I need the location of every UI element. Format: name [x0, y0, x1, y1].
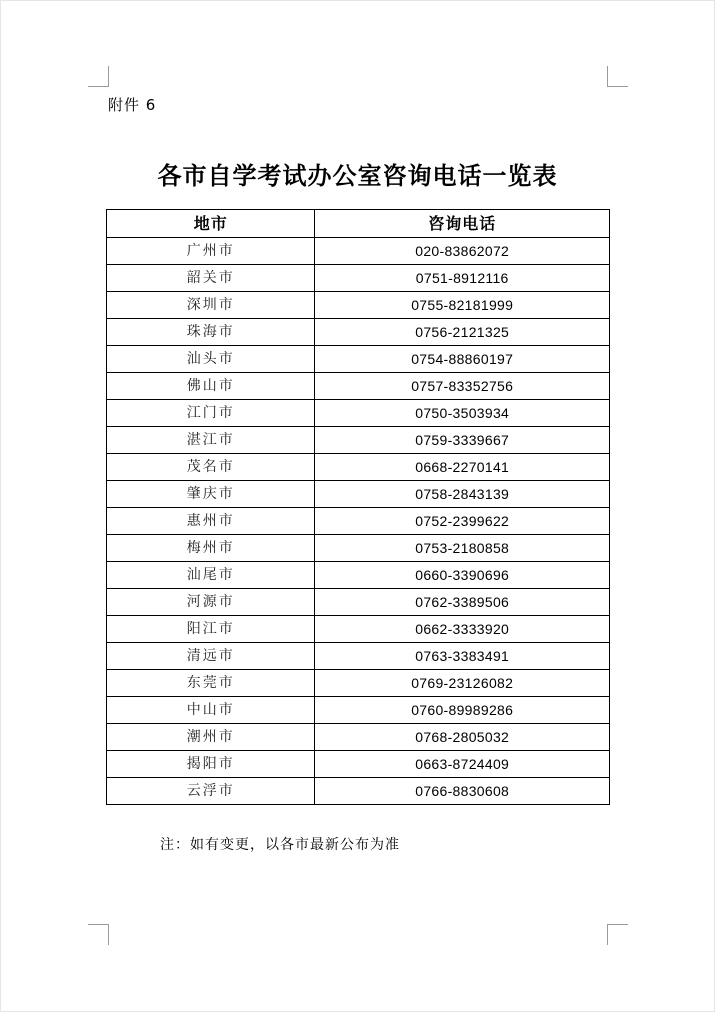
city-cell: 肇庆市 [107, 481, 315, 508]
table-header-row [107, 210, 610, 238]
header-city: 地市 [107, 210, 315, 238]
phone-cell: 0754-88860197 [315, 346, 610, 373]
table-row [107, 643, 610, 670]
table-row [107, 427, 610, 454]
header-phone: 咨询电话 [315, 210, 610, 238]
phone-cell: 0753-2180858 [315, 535, 610, 562]
city-cell: 汕头市 [107, 346, 315, 373]
table-body [107, 238, 610, 805]
table-row [107, 697, 610, 724]
phone-cell: 0750-3503934 [315, 400, 610, 427]
city-cell: 深圳市 [107, 292, 315, 319]
city-cell: 珠海市 [107, 319, 315, 346]
table-row [107, 373, 610, 400]
city-cell: 汕尾市 [107, 562, 315, 589]
city-cell: 河源市 [107, 589, 315, 616]
phone-cell: 0668-2270141 [315, 454, 610, 481]
phone-cell: 0758-2843139 [315, 481, 610, 508]
phone-cell: 0752-2399622 [315, 508, 610, 535]
phone-cell: 0662-3333920 [315, 616, 610, 643]
table-row [107, 265, 610, 292]
phone-cell: 0762-3389506 [315, 589, 610, 616]
table-row [107, 454, 610, 481]
table-row [107, 481, 610, 508]
phone-cell: 0751-8912116 [315, 265, 610, 292]
table-row [107, 238, 610, 265]
city-cell: 梅州市 [107, 535, 315, 562]
footnote: 注：如有变更，以各市最新公布为准 [160, 837, 400, 853]
city-cell: 揭阳市 [107, 751, 315, 778]
phone-cell: 0768-2805032 [315, 724, 610, 751]
table-row [107, 319, 610, 346]
crop-mark-bottom-left [88, 924, 109, 945]
city-cell: 湛江市 [107, 427, 315, 454]
table-row [107, 670, 610, 697]
phone-cell: 0755-82181999 [315, 292, 610, 319]
phone-cell: 0756-2121325 [315, 319, 610, 346]
city-cell: 韶关市 [107, 265, 315, 292]
crop-mark-top-left [88, 66, 109, 87]
table-row [107, 616, 610, 643]
phone-cell: 0660-3390696 [315, 562, 610, 589]
crop-mark-bottom-right [607, 924, 628, 945]
city-cell: 清远市 [107, 643, 315, 670]
phone-cell: 0766-8830608 [315, 778, 610, 805]
table-row [107, 508, 610, 535]
table-row [107, 751, 610, 778]
table-row [107, 535, 610, 562]
city-cell: 云浮市 [107, 778, 315, 805]
table-row [107, 400, 610, 427]
phone-cell: 0763-3383491 [315, 643, 610, 670]
table-row [107, 589, 610, 616]
crop-mark-top-right [607, 66, 628, 87]
phone-cell: 0769-23126082 [315, 670, 610, 697]
city-cell: 阳江市 [107, 616, 315, 643]
city-cell: 江门市 [107, 400, 315, 427]
phone-cell: 020-83862072 [315, 238, 610, 265]
city-cell: 茂名市 [107, 454, 315, 481]
table-row [107, 292, 610, 319]
city-cell: 广州市 [107, 238, 315, 265]
city-cell: 潮州市 [107, 724, 315, 751]
city-cell: 中山市 [107, 697, 315, 724]
city-cell: 东莞市 [107, 670, 315, 697]
city-cell: 惠州市 [107, 508, 315, 535]
attachment-label: 附件 6 [108, 96, 157, 114]
phone-cell: 0663-8724409 [315, 751, 610, 778]
table-row [107, 778, 610, 805]
table-row [107, 562, 610, 589]
table-row [107, 724, 610, 751]
page-title: 各市自学考试办公室咨询电话一览表 [157, 162, 558, 190]
phone-cell: 0759-3339667 [315, 427, 610, 454]
phone-cell: 0757-83352756 [315, 373, 610, 400]
city-cell: 佛山市 [107, 373, 315, 400]
phone-cell: 0760-89989286 [315, 697, 610, 724]
contact-table [106, 209, 610, 805]
table-row [107, 346, 610, 373]
